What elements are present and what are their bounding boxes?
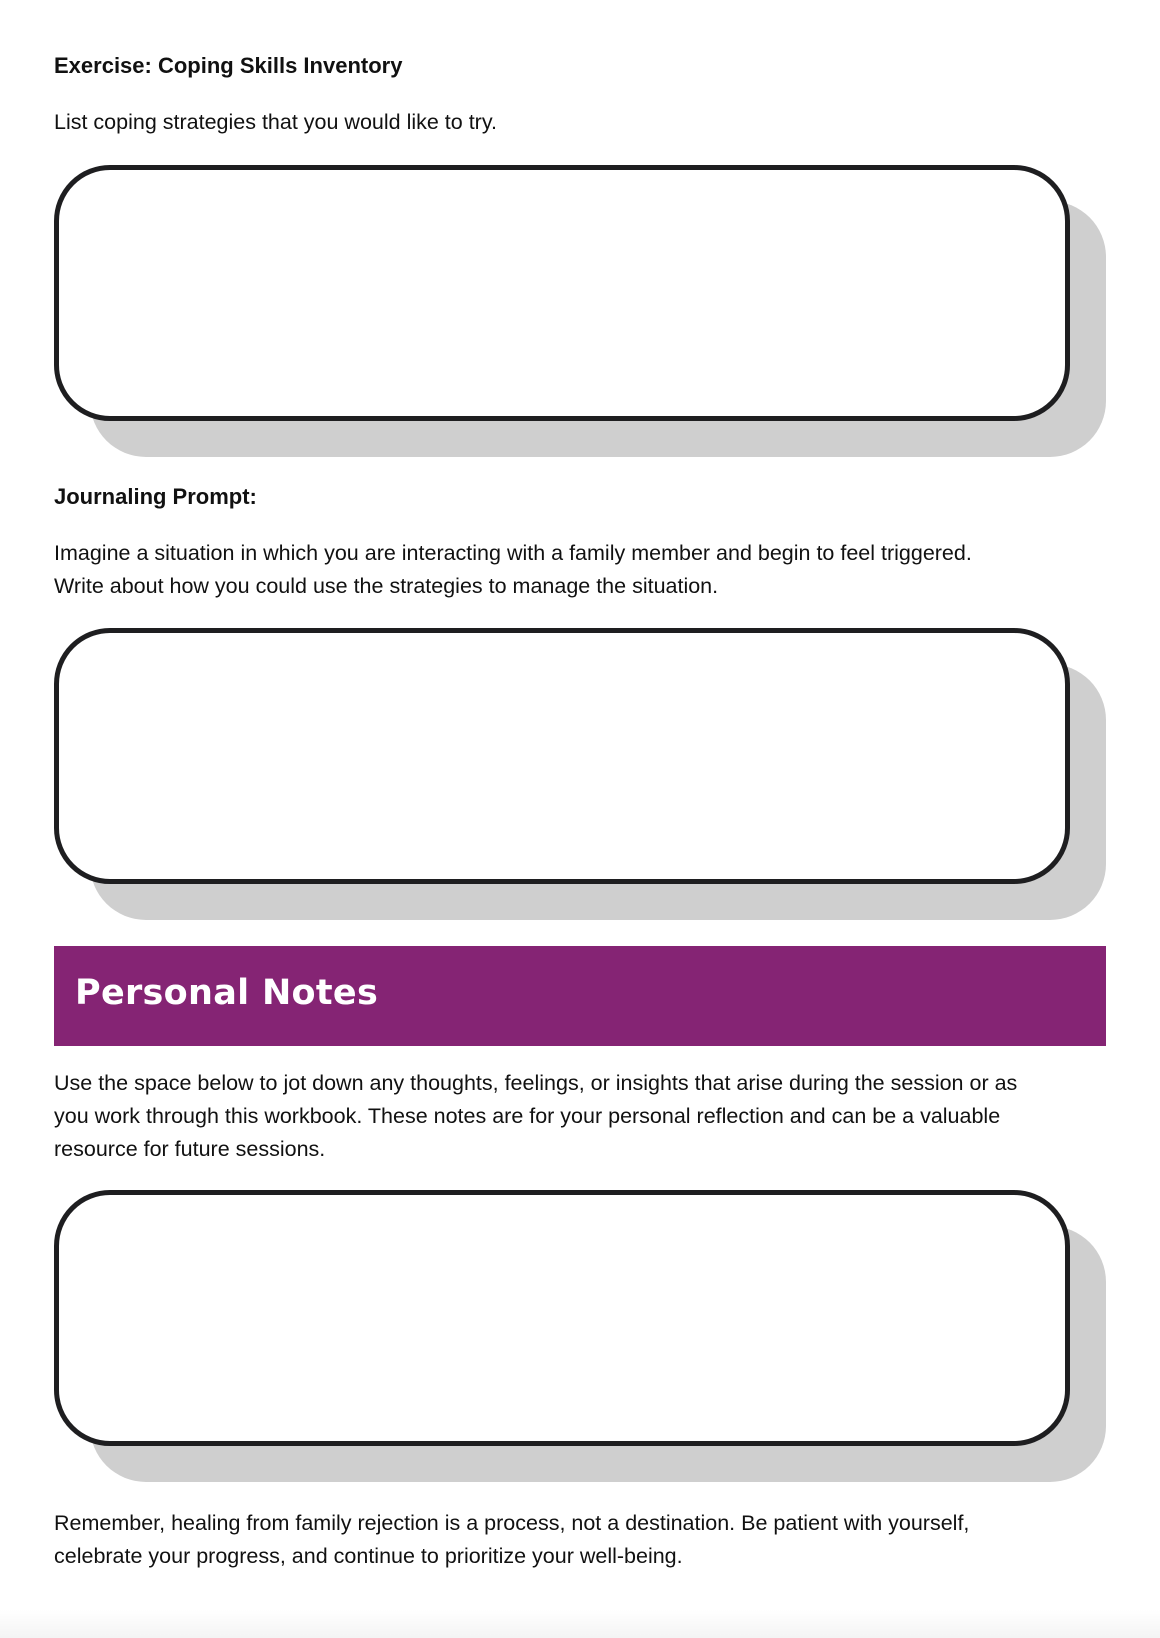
coping-strategies-answer-box[interactable] bbox=[54, 165, 1106, 457]
closing-message bbox=[54, 1507, 1114, 1573]
answer-box-frame[interactable] bbox=[54, 628, 1070, 884]
personal-notes-banner bbox=[54, 946, 1106, 1046]
journaling-line: Imagine a situation in which you are interacting with a family member and begin to feel triggered. bbox=[54, 541, 972, 565]
personal-notes-description bbox=[54, 1067, 1114, 1166]
closing-line: Remember, healing from family rejection is a process, not a destination. Be patient with yourself, bbox=[54, 1511, 970, 1535]
journaling-title: Journaling Prompt: bbox=[54, 484, 257, 509]
notes-line: Use the space below to jot down any thoughts, feelings, or insights that arise during the session or as bbox=[54, 1071, 1018, 1095]
exercise-instruction: List coping strategies that you would like to try. bbox=[54, 110, 497, 134]
closing-line: celebrate your progress, and continue to prioritize your well-being. bbox=[54, 1544, 683, 1568]
notes-line: resource for future sessions. bbox=[54, 1137, 326, 1161]
exercise-title: Exercise: Coping Skills Inventory bbox=[54, 53, 403, 78]
journaling-line: Write about how you could use the strategies to manage the situation. bbox=[54, 574, 719, 598]
journaling-answer-box[interactable] bbox=[54, 628, 1106, 920]
page-bottom-edge bbox=[0, 1610, 1160, 1638]
journaling-prompt-text bbox=[54, 537, 1114, 603]
answer-box-frame[interactable] bbox=[54, 165, 1070, 421]
notes-line: you work through this workbook. These notes are for your personal reflection and can be a valuable bbox=[54, 1104, 1001, 1128]
personal-notes-title: Personal Notes bbox=[75, 973, 379, 1013]
personal-notes-answer-box[interactable] bbox=[54, 1190, 1106, 1482]
answer-box-frame[interactable] bbox=[54, 1190, 1070, 1446]
